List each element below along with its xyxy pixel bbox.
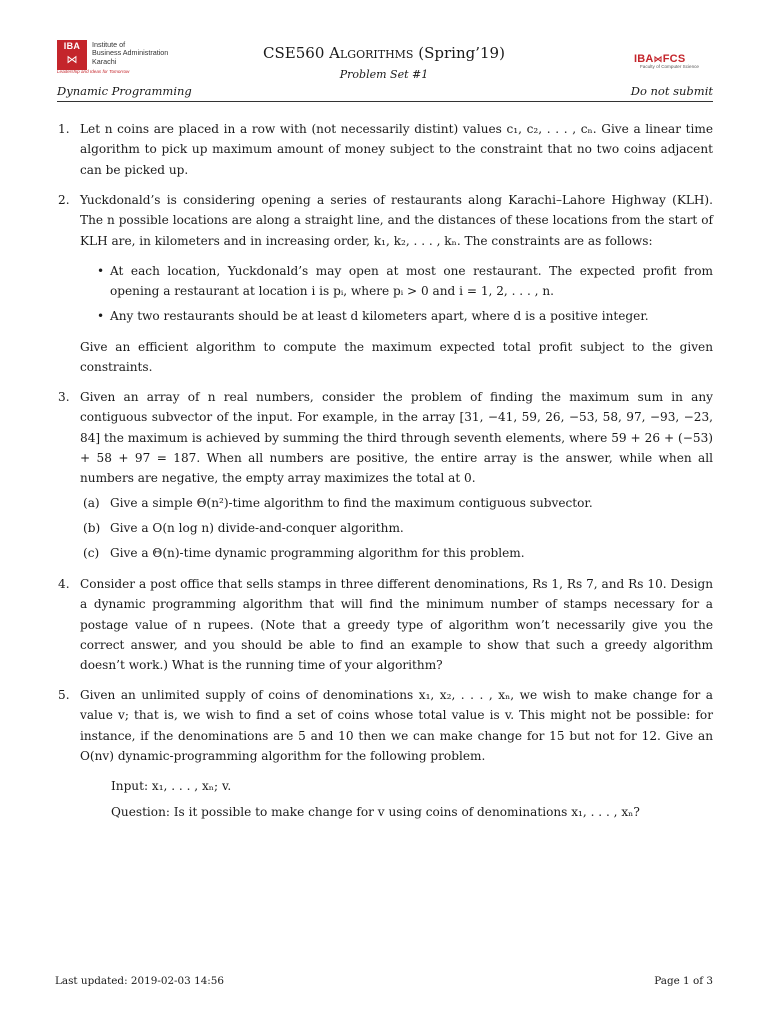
problem-text: Consider a post office that sells stamps in three different denominations, Rs 1, Rs 7, and Rs 10. Design a dynamic programming algorithm that will find the minimum number of stamps necessary for a postage value of n rupees. (Note that a greedy type of algorithm won’t necessarily give you the correct answer, and you should be able to find an example to show that such a greedy algorithm doesn’t work.) What is the running time of your algorithm? [80, 577, 713, 673]
course-name: Algorithms [329, 44, 414, 62]
problem-part-a [83, 493, 713, 513]
bullet-icon: • [97, 264, 105, 278]
part-label: (c) [83, 546, 100, 560]
document-subtitle: Problem Set #1 [339, 68, 429, 81]
part-label: (b) [83, 521, 101, 535]
iba-fcs-logo-secondary: FCS [662, 53, 686, 65]
problem-text: Given an array of n real numbers, consider the problem of finding the maximum sum in any contiguous subvector of the input. For example, in the array [31, −41, 59, 26, −53, 58, 97, −93, −23, 84] the maximum is achieved by summing the third through seventh elements, where 59 + 26 + (−53) + 58 + 97 = 187. When all numbers are positive, the entire array is the answer, while when all numbers are negative, the empty array maximizes the total at 0. [80, 390, 713, 486]
iba-logo-line: Institute of [92, 40, 126, 49]
last-updated: Last updated: 2019-02-03 14:56 [55, 975, 225, 987]
list-item [97, 306, 713, 326]
problem-part-b [83, 518, 713, 538]
course-code: CSE560 [263, 44, 325, 62]
problem-number: 3. [58, 390, 70, 404]
iba-fcs-logo-tagline: Faculty of Computer Science [640, 64, 699, 69]
problem-number: 5. [58, 688, 70, 702]
bullet-text: Any two restaurants should be at least d kilometers apart, where d is a positive integer. [110, 309, 649, 323]
problem-text: Yuckdonald’s is considering opening a series of restaurants along Karachi–Lahore Highway (KLH). The n possible locations are along a straight line, and the distances of these locations from the start of KLH are, in kilometers and in increasing order, k₁, k₂, . . . , kₙ. The constraints are as follows: [80, 193, 713, 248]
course-term: (Spring’19) [418, 44, 505, 62]
topic-label: Dynamic Programming [57, 84, 192, 98]
problem-closing: Give an efficient algorithm to compute the maximum expected total profit subject to the given constraints. [80, 340, 713, 375]
problem-number: 2. [58, 193, 70, 207]
iba-fcs-logo [634, 53, 714, 77]
problem-4 [58, 574, 713, 675]
problem-2 [58, 190, 713, 251]
part-text: Give a O(n log n) divide-and-conquer algorithm. [110, 521, 404, 535]
problem-part-c [83, 543, 713, 563]
iba-fcs-logo-primary: IBA [634, 53, 654, 65]
list-item [97, 261, 713, 302]
problem-number: 1. [58, 122, 70, 136]
part-text: Give a simple Θ(n²)-time algorithm to find the maximum contiguous subvector. [110, 496, 593, 510]
bullet-text: At each location, Yuckdonald’s may open at most one restaurant. The expected profit from opening a restaurant at location i is pᵢ, where pᵢ > 0 and i = 1, 2, . . . , n. [110, 264, 713, 299]
iba-logo-abbr: IBA [63, 41, 81, 51]
part-label: (a) [83, 496, 100, 510]
page-number: Page 1 of 3 [654, 975, 713, 987]
problem-question: Question: Is it possible to make change for v using coins of denominations x₁, . . . , xₙ? [111, 805, 640, 819]
iba-fcs-emblem-icon: ⋈ [653, 55, 663, 65]
problem-1 [58, 119, 713, 180]
header-divider [57, 101, 713, 102]
part-text: Give a Θ(n)-time dynamic programming algorithm for this problem. [110, 546, 525, 560]
problem-text: Given an unlimited supply of coins of denominations x₁, x₂, . . . , xₙ, we wish to make change for a value v; that is, we wish to find a set of coins whose total value is v. This might not be possible: for instance, if the denominations are 5 and 10 then we can make change for 15 but not for 12. Give an O(nv) dynamic-programming algorithm for the following problem. [80, 688, 713, 763]
iba-logo-line: Business Administration [92, 48, 169, 58]
problem-text: Let n coins are placed in a row with (not necessarily distint) values c₁, c₂, . . . , cₙ. Give a linear time algorithm to pick up maximum amount of money subject to the constraint that no two coins adjacent can be picked up. [80, 122, 713, 177]
problem-3 [58, 387, 713, 488]
bullet-icon: • [97, 309, 105, 323]
submission-note: Do not submit [630, 84, 713, 98]
iba-logo-line: Karachi [92, 56, 117, 66]
problem-input: Input: x₁, . . . , xₙ; v. [111, 779, 232, 793]
problem-5 [58, 685, 713, 766]
iba-logo-tagline: Leadership and Ideas for Tomorrow [57, 69, 130, 74]
problem-number: 4. [58, 577, 70, 591]
iba-emblem-icon: ⋈ [66, 53, 78, 66]
